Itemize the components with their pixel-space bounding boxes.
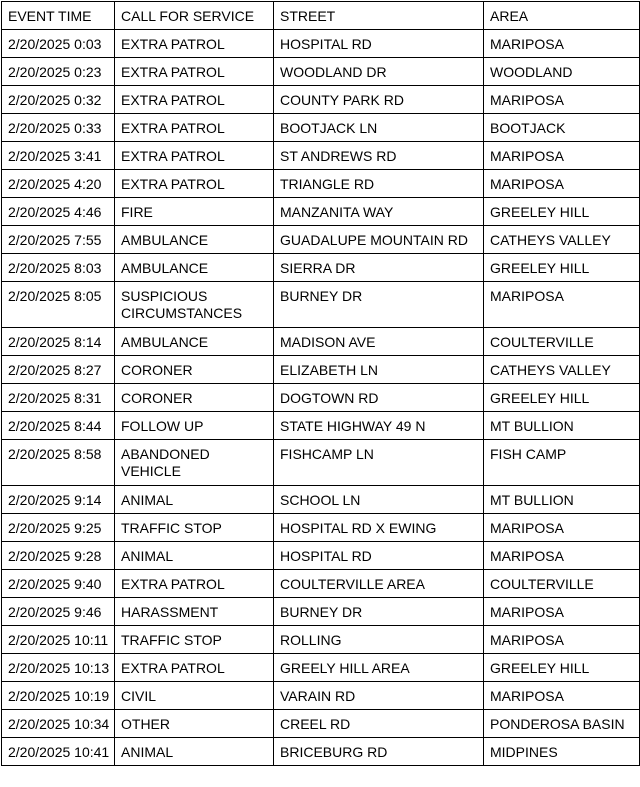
event-time-cell: 2/20/2025 10:13 xyxy=(2,654,115,682)
header-call-for-service: CALL FOR SERVICE xyxy=(115,2,274,30)
area-cell: COULTERVILLE xyxy=(484,570,640,598)
area-cell: MARIPOSA xyxy=(484,598,640,626)
area-cell: BOOTJACK xyxy=(484,114,640,142)
street-cell: MADISON AVE xyxy=(274,328,484,356)
call-for-service-cell: EXTRA PATROL xyxy=(115,114,274,142)
event-time-cell: 2/20/2025 8:03 xyxy=(2,254,115,282)
street-cell: FISHCAMP LN xyxy=(274,440,484,486)
area-cell: GREELEY HILL xyxy=(484,384,640,412)
call-for-service-cell: AMBULANCE xyxy=(115,226,274,254)
area-cell: CATHEYS VALLEY xyxy=(484,356,640,384)
call-for-service-cell: TRAFFIC STOP xyxy=(115,514,274,542)
table-row xyxy=(2,198,640,226)
area-cell: MARIPOSA xyxy=(484,86,640,114)
area-cell: MARIPOSA xyxy=(484,626,640,654)
event-time-cell: 2/20/2025 10:11 xyxy=(2,626,115,654)
street-cell: CREEL RD xyxy=(274,710,484,738)
table-row xyxy=(2,384,640,412)
area-cell: PONDEROSA BASIN xyxy=(484,710,640,738)
event-time-cell: 2/20/2025 8:14 xyxy=(2,328,115,356)
area-cell: MARIPOSA xyxy=(484,170,640,198)
area-cell: MARIPOSA xyxy=(484,30,640,58)
table-row xyxy=(2,170,640,198)
table-row xyxy=(2,58,640,86)
call-for-service-cell: TRAFFIC STOP xyxy=(115,626,274,654)
table-row xyxy=(2,142,640,170)
event-time-cell: 2/20/2025 9:14 xyxy=(2,486,115,514)
call-for-service-cell: ANIMAL xyxy=(115,738,274,766)
event-time-cell: 2/20/2025 9:46 xyxy=(2,598,115,626)
area-cell: MARIPOSA xyxy=(484,542,640,570)
call-for-service-cell: CIVIL xyxy=(115,682,274,710)
table-row xyxy=(2,542,640,570)
street-cell: GUADALUPE MOUNTAIN RD xyxy=(274,226,484,254)
street-cell: WOODLAND DR xyxy=(274,58,484,86)
event-time-cell: 2/20/2025 8:44 xyxy=(2,412,115,440)
call-log-table xyxy=(1,1,640,766)
table-row xyxy=(2,514,640,542)
event-time-cell: 2/20/2025 4:20 xyxy=(2,170,115,198)
street-cell: BOOTJACK LN xyxy=(274,114,484,142)
call-for-service-cell: EXTRA PATROL xyxy=(115,86,274,114)
street-cell: DOGTOWN RD xyxy=(274,384,484,412)
call-for-service-cell: CORONER xyxy=(115,384,274,412)
street-cell: SCHOOL LN xyxy=(274,486,484,514)
call-for-service-cell: EXTRA PATROL xyxy=(115,654,274,682)
call-for-service-cell: FIRE xyxy=(115,198,274,226)
header-area: AREA xyxy=(484,2,640,30)
call-for-service-cell: AMBULANCE xyxy=(115,254,274,282)
call-for-service-cell: ANIMAL xyxy=(115,542,274,570)
event-time-cell: 2/20/2025 7:55 xyxy=(2,226,115,254)
area-cell: MARIPOSA xyxy=(484,682,640,710)
call-for-service-cell: HARASSMENT xyxy=(115,598,274,626)
call-for-service-cell: ANIMAL xyxy=(115,486,274,514)
table-row xyxy=(2,30,640,58)
table-row xyxy=(2,412,640,440)
area-cell: MT BULLION xyxy=(484,412,640,440)
street-cell: MANZANITA WAY xyxy=(274,198,484,226)
table-row xyxy=(2,282,640,328)
call-for-service-cell: EXTRA PATROL xyxy=(115,142,274,170)
table-row xyxy=(2,254,640,282)
street-cell: ELIZABETH LN xyxy=(274,356,484,384)
event-time-cell: 2/20/2025 8:58 xyxy=(2,440,115,486)
header-event-time: EVENT TIME xyxy=(2,2,115,30)
area-cell: CATHEYS VALLEY xyxy=(484,226,640,254)
street-cell: ST ANDREWS RD xyxy=(274,142,484,170)
event-time-cell: 2/20/2025 10:34 xyxy=(2,710,115,738)
event-time-cell: 2/20/2025 0:23 xyxy=(2,58,115,86)
street-cell: BURNEY DR xyxy=(274,598,484,626)
street-cell: COULTERVILLE AREA xyxy=(274,570,484,598)
table-row xyxy=(2,682,640,710)
event-time-cell: 2/20/2025 0:03 xyxy=(2,30,115,58)
event-time-cell: 2/20/2025 9:40 xyxy=(2,570,115,598)
area-cell: FISH CAMP xyxy=(484,440,640,486)
area-cell: WOODLAND xyxy=(484,58,640,86)
event-time-cell: 2/20/2025 0:33 xyxy=(2,114,115,142)
table-row xyxy=(2,114,640,142)
event-time-cell: 2/20/2025 10:41 xyxy=(2,738,115,766)
table-row xyxy=(2,328,640,356)
area-cell: GREELEY HILL xyxy=(484,654,640,682)
table-body xyxy=(2,30,640,766)
area-cell: MIDPINES xyxy=(484,738,640,766)
call-for-service-cell: EXTRA PATROL xyxy=(115,170,274,198)
area-cell: MARIPOSA xyxy=(484,142,640,170)
call-for-service-cell: ABANDONED VEHICLE xyxy=(115,440,274,486)
header-row xyxy=(2,2,640,30)
table-row xyxy=(2,626,640,654)
street-cell: HOSPITAL RD X EWING xyxy=(274,514,484,542)
street-cell: HOSPITAL RD xyxy=(274,30,484,58)
area-cell: MARIPOSA xyxy=(484,514,640,542)
street-cell: STATE HIGHWAY 49 N xyxy=(274,412,484,440)
table-row xyxy=(2,226,640,254)
area-cell: MARIPOSA xyxy=(484,282,640,328)
event-time-cell: 2/20/2025 9:28 xyxy=(2,542,115,570)
call-for-service-cell: AMBULANCE xyxy=(115,328,274,356)
area-cell: MT BULLION xyxy=(484,486,640,514)
area-cell: GREELEY HILL xyxy=(484,198,640,226)
header-street: STREET xyxy=(274,2,484,30)
call-for-service-cell: SUSPICIOUS CIRCUMSTANCES xyxy=(115,282,274,328)
event-time-cell: 2/20/2025 10:19 xyxy=(2,682,115,710)
call-for-service-cell: EXTRA PATROL xyxy=(115,570,274,598)
table-row xyxy=(2,654,640,682)
table-row xyxy=(2,598,640,626)
call-for-service-cell: OTHER xyxy=(115,710,274,738)
street-cell: BRICEBURG RD xyxy=(274,738,484,766)
street-cell: GREELY HILL AREA xyxy=(274,654,484,682)
street-cell: HOSPITAL RD xyxy=(274,542,484,570)
event-time-cell: 2/20/2025 8:27 xyxy=(2,356,115,384)
call-for-service-cell: EXTRA PATROL xyxy=(115,58,274,86)
table-row xyxy=(2,440,640,486)
street-cell: BURNEY DR xyxy=(274,282,484,328)
table-row xyxy=(2,356,640,384)
event-time-cell: 2/20/2025 8:31 xyxy=(2,384,115,412)
street-cell: TRIANGLE RD xyxy=(274,170,484,198)
event-time-cell: 2/20/2025 9:25 xyxy=(2,514,115,542)
table-row xyxy=(2,738,640,766)
call-for-service-cell: CORONER xyxy=(115,356,274,384)
table-row xyxy=(2,86,640,114)
street-cell: COUNTY PARK RD xyxy=(274,86,484,114)
event-time-cell: 2/20/2025 4:46 xyxy=(2,198,115,226)
event-time-cell: 2/20/2025 0:32 xyxy=(2,86,115,114)
street-cell: ROLLING xyxy=(274,626,484,654)
area-cell: GREELEY HILL xyxy=(484,254,640,282)
table-row xyxy=(2,710,640,738)
call-for-service-cell: EXTRA PATROL xyxy=(115,30,274,58)
event-time-cell: 2/20/2025 3:41 xyxy=(2,142,115,170)
event-time-cell: 2/20/2025 8:05 xyxy=(2,282,115,328)
call-for-service-cell: FOLLOW UP xyxy=(115,412,274,440)
street-cell: VARAIN RD xyxy=(274,682,484,710)
table-row xyxy=(2,570,640,598)
table-row xyxy=(2,486,640,514)
street-cell: SIERRA DR xyxy=(274,254,484,282)
area-cell: COULTERVILLE xyxy=(484,328,640,356)
